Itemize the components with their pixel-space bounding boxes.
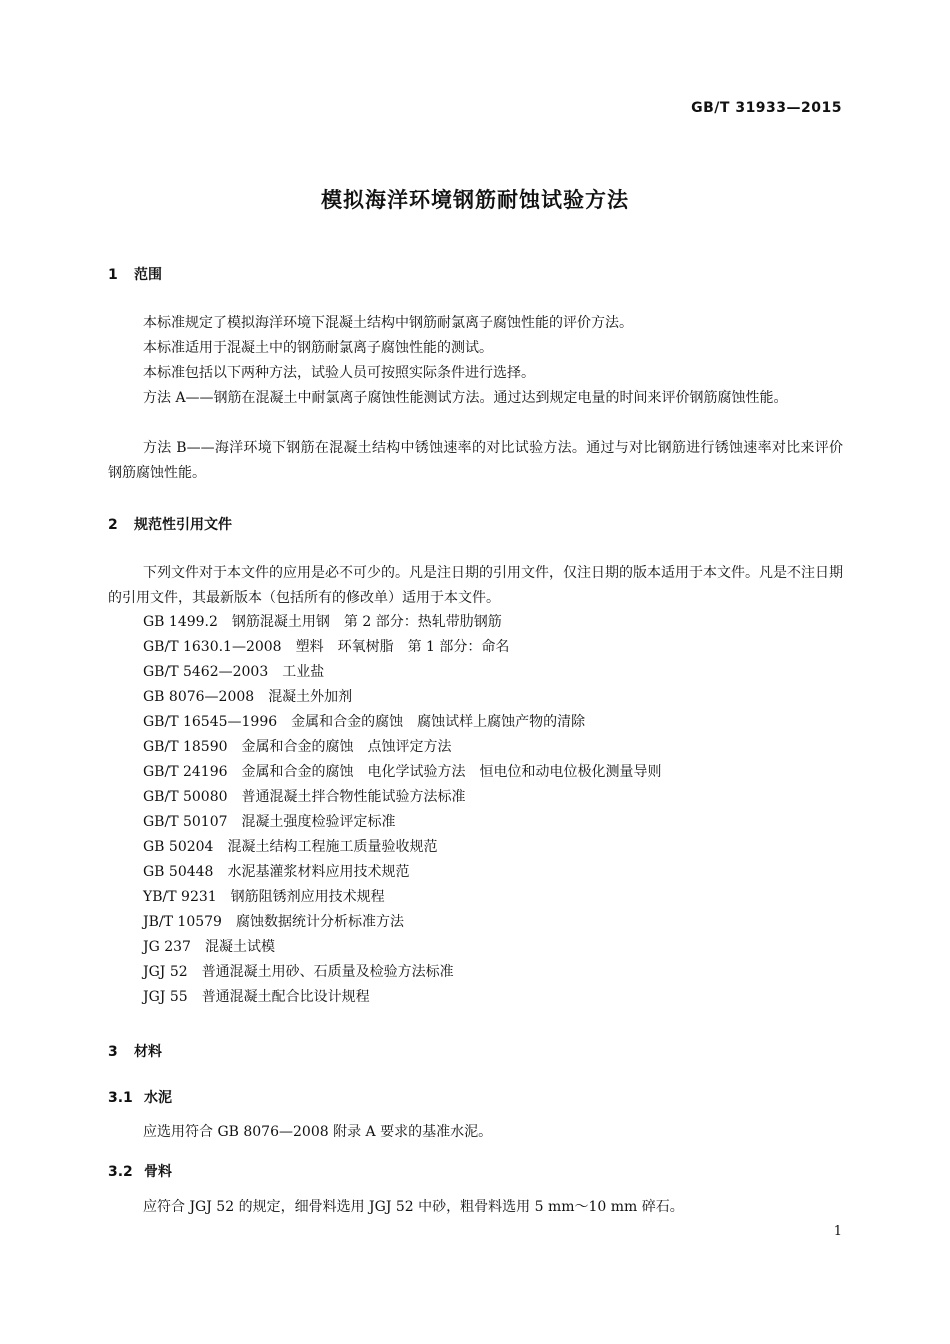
- reference-title: 腐蚀数据统计分析标准方法: [235, 914, 404, 930]
- subsection-heading-aggregate: [108, 1161, 172, 1181]
- reference-title: 普通混凝土拌合物性能试验方法标准: [241, 789, 466, 805]
- reference-list: [143, 610, 662, 1010]
- reference-code: GB/T 50107: [143, 814, 228, 830]
- section-heading-normative-references: [108, 514, 232, 534]
- reference-code: GB 1499.2: [143, 614, 218, 630]
- reference-title: 塑料 环氧树脂 第 1 部分：命名: [295, 639, 510, 655]
- reference-title: 工业盐: [282, 664, 325, 680]
- reference-item: [143, 610, 662, 635]
- reference-title: 混凝土结构工程施工质量验收规范: [227, 839, 438, 855]
- standard-code: GB/T 31933—2015: [691, 100, 842, 116]
- reference-item: [143, 635, 662, 660]
- aggregate-paragraph: 应符合 JGJ 52 的规定，细骨料选用 JGJ 52 中砂，粗骨料选用 5 mm～10 mm 碎石。: [143, 1199, 684, 1215]
- reference-item: [143, 735, 662, 760]
- scope-paragraph: 本标准规定了模拟海洋环境下混凝土结构中钢筋耐氯离子腐蚀性能的评价方法。: [143, 315, 633, 331]
- reference-item: [143, 685, 662, 710]
- reference-title: 水泥基灌浆材料应用技术规范: [227, 864, 410, 880]
- page-number: 1: [833, 1224, 842, 1239]
- subsection-title: 水泥: [144, 1090, 172, 1106]
- reference-code: JGJ 52: [143, 964, 188, 980]
- reference-title: 金属和合金的腐蚀 腐蚀试样上腐蚀产物的清除: [291, 714, 586, 730]
- references-intro: 下列文件对于本文件的应用是必不可少的。凡是注日期的引用文件，仅注日期的版本适用于本文件。凡是不注日期的引用文件，其最新版本（包括所有的修改单）适用于本文件。: [108, 565, 843, 606]
- reference-item: [143, 960, 662, 985]
- reference-item: [143, 710, 662, 735]
- reference-title: 普通混凝土用砂、石质量及检验方法标准: [201, 964, 454, 980]
- reference-item: [143, 785, 662, 810]
- scope-paragraph: 本标准包括以下两种方法，试验人员可按照实际条件进行选择。: [143, 365, 535, 381]
- reference-code: GB/T 18590: [143, 739, 228, 755]
- reference-title: 金属和合金的腐蚀 点蚀评定方法: [241, 739, 452, 755]
- reference-item: [143, 660, 662, 685]
- reference-item: [143, 760, 662, 785]
- reference-title: 金属和合金的腐蚀 电化学试验方法 恒电位和动电位极化测量导则: [241, 764, 662, 780]
- reference-title: 混凝土试模: [204, 939, 275, 955]
- section-heading-materials: [108, 1041, 162, 1061]
- reference-item: [143, 835, 662, 860]
- section-title: 规范性引用文件: [134, 517, 232, 533]
- reference-code: JGJ 55: [143, 989, 188, 1005]
- reference-item: [143, 935, 662, 960]
- reference-title: 混凝土强度检验评定标准: [241, 814, 396, 830]
- section-number: 1: [108, 267, 118, 283]
- reference-code: YB/T 9231: [143, 889, 217, 905]
- reference-title: 混凝土外加剂: [268, 689, 353, 705]
- reference-item: [143, 810, 662, 835]
- document-title: 模拟海洋环境钢筋耐蚀试验方法: [321, 188, 629, 212]
- section-number: 3: [108, 1044, 118, 1060]
- subsection-number: 3.1: [108, 1090, 133, 1106]
- reference-item: [143, 885, 662, 910]
- reference-code: JB/T 10579: [143, 914, 222, 930]
- subsection-number: 3.2: [108, 1164, 133, 1180]
- reference-code: GB 50204: [143, 839, 214, 855]
- reference-code: GB 50448: [143, 864, 214, 880]
- section-title: 范围: [134, 267, 162, 283]
- reference-code: GB 8076—2008: [143, 689, 255, 705]
- reference-code: JG 237: [143, 939, 191, 955]
- scope-paragraph: 本标准适用于混凝土中的钢筋耐氯离子腐蚀性能的测试。: [143, 340, 493, 356]
- reference-item: [143, 985, 662, 1010]
- reference-item: [143, 910, 662, 935]
- method-b-paragraph: 方法 B——海洋环境下钢筋在混凝土结构中锈蚀速率的对比试验方法。通过与对比钢筋进行锈蚀速率对比来评价钢筋腐蚀性能。: [108, 440, 843, 481]
- reference-title: 钢筋混凝土用钢 第 2 部分：热轧带肋钢筋: [231, 614, 502, 630]
- reference-code: GB/T 24196: [143, 764, 228, 780]
- reference-code: GB/T 5462—2003: [143, 664, 269, 680]
- reference-code: GB/T 50080: [143, 789, 228, 805]
- subsection-title: 骨料: [144, 1164, 172, 1180]
- section-title: 材料: [134, 1044, 162, 1060]
- reference-title: 普通混凝土配合比设计规程: [201, 989, 370, 1005]
- cement-paragraph: 应选用符合 GB 8076—2008 附录 A 要求的基准水泥。: [143, 1124, 493, 1140]
- subsection-heading-cement: [108, 1087, 172, 1107]
- method-a-paragraph: 方法 A——钢筋在混凝土中耐氯离子腐蚀性能测试方法。通过达到规定电量的时间来评价钢筋腐蚀性能。: [143, 390, 788, 406]
- section-heading-scope: [108, 264, 162, 284]
- reference-code: GB/T 16545—1996: [143, 714, 278, 730]
- reference-item: [143, 860, 662, 885]
- section-number: 2: [108, 517, 118, 533]
- reference-title: 钢筋阻锈剂应用技术规程: [230, 889, 385, 905]
- reference-code: GB/T 1630.1—2008: [143, 639, 282, 655]
